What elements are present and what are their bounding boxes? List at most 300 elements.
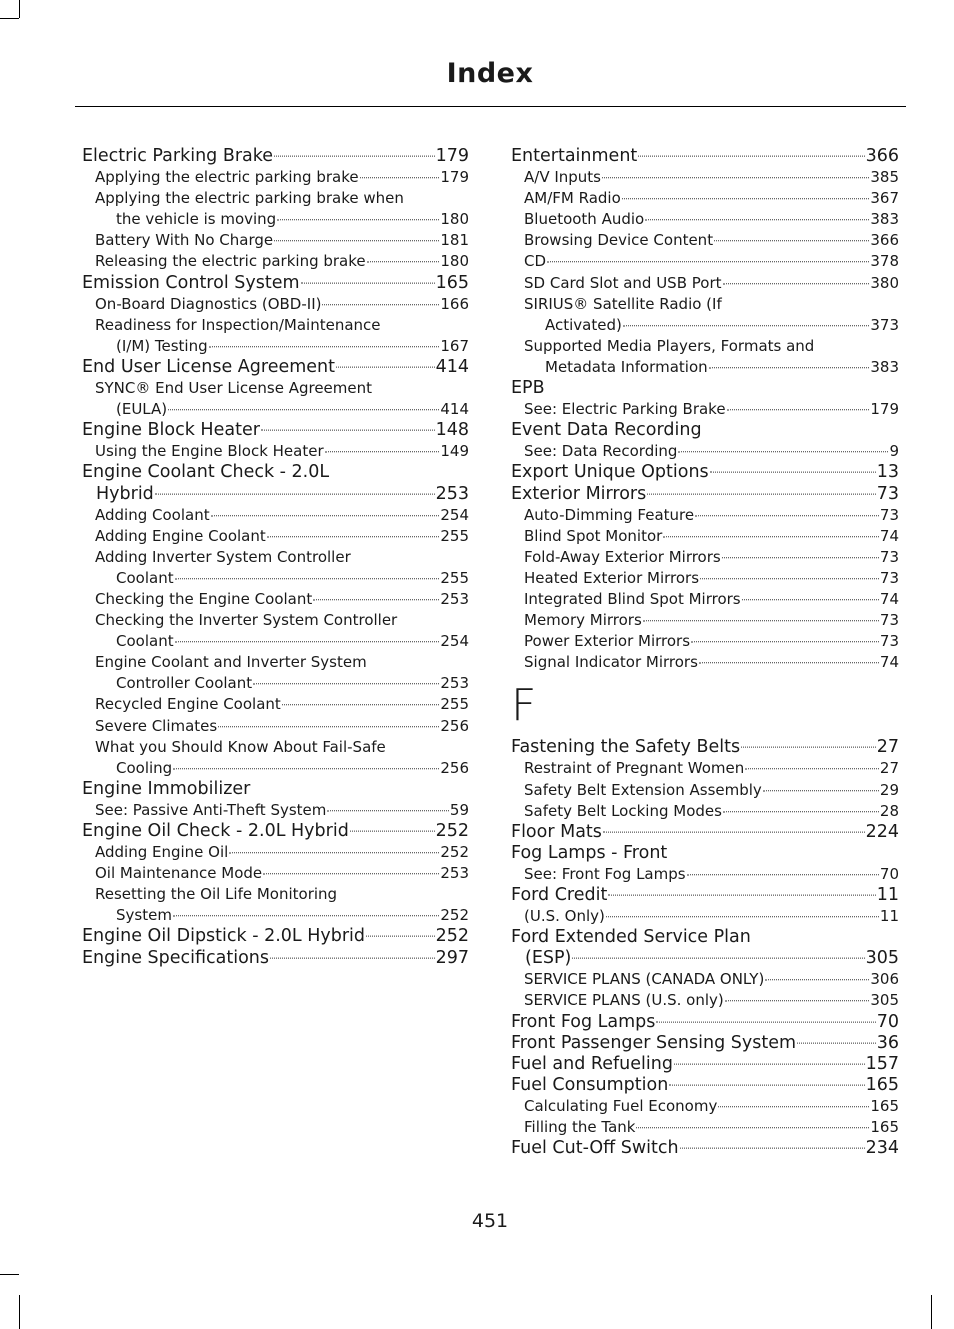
page-reference: 305: [865, 948, 899, 969]
title-rule: [75, 106, 906, 107]
dot-leader: [274, 145, 435, 157]
index-entry: [511, 1138, 899, 1159]
index-subentry: [511, 526, 899, 547]
page-reference: 297: [435, 947, 469, 968]
page-reference: 59: [449, 800, 469, 819]
dot-leader: [763, 781, 879, 791]
entry-label: Fuel Cut-Off Switch: [511, 1138, 679, 1159]
dot-leader: [741, 736, 876, 748]
entry-label: Ford Extended Service Plan: [511, 927, 751, 948]
index-subentry: [511, 251, 899, 272]
dot-leader: [173, 759, 439, 769]
dot-leader: [638, 145, 864, 157]
index-entry: [511, 948, 899, 969]
entry-label: Emission Control System: [82, 272, 300, 293]
entry-label: EPB: [511, 378, 545, 399]
index-entry: [511, 843, 899, 864]
page-reference: 157: [865, 1053, 899, 1074]
page-reference: 74: [879, 526, 899, 545]
entry-label: Metadata Information: [545, 357, 708, 376]
index-entry: [511, 927, 899, 948]
index-subentry: [511, 990, 899, 1011]
index-entry: [82, 821, 469, 842]
index-entry: [511, 420, 899, 441]
entry-label: On-Board Diagnostics (OBD-II): [95, 294, 322, 313]
page-reference: 70: [876, 1011, 899, 1032]
entry-label: Releasing the electric parking brake: [95, 252, 366, 271]
page-reference: 383: [870, 357, 899, 376]
page-reference: 305: [870, 991, 899, 1010]
index-subentry: [82, 884, 469, 905]
dot-leader: [645, 211, 869, 221]
dot-leader: [325, 443, 440, 453]
page-reference: 9: [889, 442, 899, 461]
page-reference: 74: [879, 653, 899, 672]
index-subentry: [511, 441, 899, 462]
page-reference: 73: [879, 568, 899, 587]
index-entry: [511, 1075, 899, 1096]
dot-leader: [282, 696, 440, 706]
entry-label: Adding Inverter System Controller: [95, 547, 351, 566]
dot-leader: [623, 316, 870, 326]
index-subentry: [511, 589, 899, 610]
index-entry: [511, 378, 899, 399]
index-subentry: [82, 842, 469, 863]
entry-label: Export Unique Options: [511, 462, 709, 483]
dot-leader: [725, 992, 870, 1002]
page-reference: 373: [870, 315, 899, 334]
dot-leader: [277, 211, 439, 221]
index-subentry: [82, 652, 469, 673]
index-subentry: [82, 716, 469, 737]
page-reference: 366: [870, 231, 899, 250]
dot-leader: [687, 865, 879, 875]
dot-leader: [267, 527, 440, 537]
dot-leader: [700, 569, 879, 579]
index-subentry: [82, 294, 469, 315]
page-reference: 380: [870, 273, 899, 292]
page-reference: 253: [440, 674, 469, 693]
dot-leader: [367, 253, 440, 263]
entry-label: Engine Immobilizer: [82, 778, 251, 799]
entry-label: Readiness for Inspection/Maintenance: [95, 315, 381, 334]
dot-leader: [669, 1074, 864, 1086]
entry-label: Fuel and Refueling: [511, 1053, 673, 1074]
index-subentry: [82, 631, 469, 652]
index-subentry: [82, 905, 469, 926]
entry-label: CD: [524, 252, 547, 271]
dot-leader: [622, 189, 870, 199]
index-entry: [511, 484, 899, 505]
index-subentry: [82, 315, 469, 336]
page-reference: 253: [440, 589, 469, 608]
entry-label: Using the Engine Block Heater: [95, 442, 324, 461]
page-reference: 367: [870, 189, 899, 208]
page-reference: 28: [879, 801, 899, 820]
index-entry: [82, 779, 469, 800]
dot-leader: [366, 926, 435, 938]
index-entry: [82, 357, 469, 378]
page-reference: 74: [879, 589, 899, 608]
entry-label: (U.S. Only): [524, 907, 605, 926]
entry-label: Engine Coolant Check - 2.0L: [82, 462, 330, 483]
page-reference: 11: [879, 907, 899, 926]
entry-label: Safety Belt Locking Modes: [524, 801, 722, 820]
entry-label: Blind Spot Monitor: [524, 526, 663, 545]
entry-label: A/V Inputs: [524, 168, 601, 187]
entry-label: Oil Maintenance Mode: [95, 864, 263, 883]
dot-leader: [274, 232, 439, 242]
index-subentry: [511, 336, 899, 357]
dot-leader: [270, 947, 435, 959]
dot-leader: [710, 462, 876, 474]
crop-mark: [931, 1295, 932, 1329]
page-reference: 179: [435, 146, 469, 166]
index-subentry: [511, 610, 899, 631]
index-entry: [511, 1054, 899, 1075]
entry-label: Engine Coolant and Inverter System: [95, 653, 367, 672]
crop-mark: [19, 1295, 20, 1329]
entry-label: Recycled Engine Coolant: [95, 695, 281, 714]
index-entry: [511, 822, 899, 843]
index-subentry: [511, 230, 899, 251]
index-entry: [82, 926, 469, 947]
dot-leader: [656, 1011, 875, 1023]
page-reference: 181: [440, 231, 469, 250]
entry-label: Integrated Blind Spot Mirrors: [524, 589, 741, 608]
dot-leader: [680, 1137, 865, 1149]
page-reference: 366: [865, 146, 899, 166]
index-subentry: [511, 209, 899, 230]
entry-label: Fold-Away Exterior Mirrors: [524, 547, 721, 566]
index-subentry: [511, 399, 899, 420]
entry-label: Battery With No Charge: [95, 231, 274, 250]
entry-label: See: Front Fog Lamps: [524, 864, 686, 883]
entry-label: See: Passive Anti-Theft System: [95, 800, 327, 819]
page-reference: 27: [876, 737, 899, 758]
dot-leader: [301, 272, 435, 284]
entry-label: Memory Mirrors: [524, 611, 642, 630]
dot-leader: [691, 632, 879, 642]
index-subentry: [82, 758, 469, 779]
entry-label: Ford Credit: [511, 885, 608, 905]
entry-label: SERVICE PLANS (CANADA ONLY): [524, 970, 765, 989]
dot-leader: [709, 358, 870, 368]
dot-leader: [253, 675, 439, 685]
entry-label: (EULA): [116, 400, 168, 419]
section-letter: F: [511, 680, 537, 732]
index-subentry: [82, 188, 469, 209]
entry-label: End User License Agreement: [82, 356, 335, 377]
entry-label: the vehicle is moving: [116, 210, 277, 229]
entry-label: Front Passenger Sensing System: [511, 1032, 797, 1053]
entry-label: See: Data Recording: [524, 442, 678, 461]
dot-leader: [572, 947, 864, 959]
dot-leader: [678, 443, 888, 453]
page-reference: 255: [440, 568, 469, 587]
entry-label: Engine Oil Dipstick - 2.0L Hybrid: [82, 926, 366, 947]
entry-label: Auto-Dimming Feature: [524, 505, 695, 524]
page-reference: 27: [879, 759, 899, 778]
index-subentry: [511, 780, 899, 801]
index-column-left: [82, 146, 469, 969]
dot-leader: [175, 569, 440, 579]
page-reference: 252: [435, 821, 469, 841]
dot-leader: [663, 527, 879, 537]
dot-leader: [602, 168, 869, 178]
page-reference: 13: [876, 462, 899, 483]
index-entry: [82, 146, 469, 167]
entry-label: Severe Climates: [95, 716, 218, 735]
page-reference: 383: [870, 210, 899, 229]
index-subentry: [511, 568, 899, 589]
index-subentry: [511, 801, 899, 822]
dot-leader: [727, 400, 870, 410]
index-subentry: [82, 526, 469, 547]
page-number: 451: [471, 1210, 509, 1232]
entry-label: Signal Indicator Mirrors: [524, 653, 698, 672]
index-subentry: [82, 589, 469, 610]
dot-leader: [336, 356, 435, 368]
page-reference: 180: [440, 252, 469, 271]
dot-leader: [647, 483, 875, 495]
entry-label: SD Card Slot and USB Port: [524, 273, 722, 292]
index-subentry: [82, 673, 469, 694]
index-subentry: [511, 1096, 899, 1117]
dot-leader: [218, 717, 439, 727]
page-reference: 414: [435, 356, 469, 377]
entry-label: Checking the Engine Coolant: [95, 589, 313, 608]
entry-label: Electric Parking Brake: [82, 146, 274, 166]
entry-label: (ESP): [525, 948, 572, 969]
index-subentry: [82, 399, 469, 420]
page-reference: 414: [440, 400, 469, 419]
dot-leader: [695, 506, 879, 516]
entry-label: Fastening the Safety Belts: [511, 737, 741, 758]
index-entry: [511, 1012, 899, 1033]
index-entry: [82, 484, 469, 505]
index-subentry: [82, 505, 469, 526]
index-subentry: [82, 694, 469, 715]
page-title: Index: [446, 58, 534, 89]
index-subentry: [82, 230, 469, 251]
dot-leader: [606, 907, 879, 917]
index-subentry: [511, 969, 899, 990]
page-reference: 165: [865, 1074, 899, 1095]
entry-label: Checking the Inverter System Controller: [95, 611, 398, 630]
entry-label: Bluetooth Audio: [524, 210, 645, 229]
entry-label: Controller Coolant: [116, 674, 253, 693]
page-reference: 385: [870, 168, 899, 187]
page-reference: 148: [435, 420, 469, 441]
entry-label: Safety Belt Extension Assembly: [524, 780, 762, 799]
index-subentry: [511, 631, 899, 652]
page-reference: 36: [876, 1032, 899, 1053]
dot-leader: [168, 400, 439, 410]
dot-leader: [261, 419, 435, 431]
index-subentry: [82, 378, 469, 399]
entry-label: Heated Exterior Mirrors: [524, 568, 700, 587]
dot-leader: [723, 802, 879, 812]
dot-leader: [797, 1032, 876, 1044]
index-entry: [82, 462, 469, 483]
dot-leader: [742, 590, 879, 600]
page-reference: 255: [440, 695, 469, 714]
page-reference: 253: [440, 864, 469, 883]
page-reference: 73: [876, 483, 899, 504]
crop-mark: [0, 1274, 19, 1275]
dot-leader: [714, 232, 869, 242]
page-reference: 234: [865, 1138, 899, 1159]
page-reference: 224: [865, 821, 899, 842]
index-subentry: [511, 357, 899, 378]
page-reference: 70: [879, 864, 899, 883]
index-entry: [82, 948, 469, 969]
entry-label: Hybrid: [96, 483, 154, 504]
page-reference: 306: [870, 970, 899, 989]
index-subentry: [511, 906, 899, 927]
dot-leader: [175, 632, 440, 642]
entry-label: Entertainment: [511, 146, 638, 166]
page-reference: 254: [440, 505, 469, 524]
page-reference: 165: [870, 1118, 899, 1137]
dot-leader: [547, 253, 869, 263]
entry-label: Filling the Tank: [524, 1118, 636, 1137]
entry-label: Browsing Device Content: [524, 231, 714, 250]
index-subentry: [82, 863, 469, 884]
dot-leader: [636, 1118, 869, 1128]
entry-label: Engine Block Heater: [82, 420, 260, 441]
dot-leader: [722, 548, 879, 558]
index-subentry: [82, 441, 469, 462]
page-reference: 252: [435, 926, 469, 947]
entry-label: Floor Mats: [511, 821, 602, 842]
dot-leader: [745, 760, 879, 770]
page-reference: 256: [440, 758, 469, 777]
index-entry: [511, 737, 899, 758]
index-subentry: [82, 547, 469, 568]
index-entry: [82, 420, 469, 441]
entry-label: Front Fog Lamps: [511, 1011, 656, 1032]
index-subentry: [82, 167, 469, 188]
page-reference: 256: [440, 716, 469, 735]
page-reference: 73: [879, 611, 899, 630]
index-subentry: [82, 610, 469, 631]
dot-leader: [608, 884, 875, 896]
page-reference: 73: [879, 505, 899, 524]
page-reference: 73: [879, 632, 899, 651]
page-reference: 167: [440, 336, 469, 355]
dot-leader: [173, 907, 439, 917]
entry-label: Calculating Fuel Economy: [524, 1096, 718, 1115]
index-subentry: [511, 188, 899, 209]
dot-leader: [603, 821, 865, 833]
page-reference: 252: [440, 843, 469, 862]
index-subentry: [511, 505, 899, 526]
entry-label: System: [116, 906, 172, 925]
entry-label: Applying the electric parking brake when: [95, 189, 404, 208]
entry-label: SYNC® End User License Agreement: [95, 379, 373, 398]
entry-label: Fog Lamps - Front: [511, 842, 668, 863]
page-reference: 165: [870, 1096, 899, 1115]
index-subentry: [511, 167, 899, 188]
index-entry: [511, 146, 899, 167]
entry-label: AM/FM Radio: [524, 189, 621, 208]
dot-leader: [718, 1097, 869, 1107]
index-entry: [511, 462, 899, 483]
dot-leader: [155, 483, 435, 495]
dot-leader: [699, 654, 879, 664]
dot-leader: [313, 590, 439, 600]
entry-label: Exterior Mirrors: [511, 483, 647, 504]
entry-label: SIRIUS® Satellite Radio (If: [524, 294, 722, 313]
entry-label: Adding Coolant: [95, 505, 210, 524]
entry-label: SERVICE PLANS (U.S. only): [524, 991, 724, 1010]
page-reference: 165: [435, 272, 469, 293]
page-reference: 252: [440, 906, 469, 925]
dot-leader: [360, 168, 440, 178]
index-entry: [82, 273, 469, 294]
index-entry: [511, 885, 899, 906]
index-subentry: [82, 737, 469, 758]
entry-label: Power Exterior Mirrors: [524, 632, 691, 651]
dot-leader: [350, 820, 435, 832]
index-subentry: [82, 209, 469, 230]
page-reference: 180: [440, 210, 469, 229]
entry-label: Coolant: [116, 568, 174, 587]
entry-label: Activated): [545, 315, 622, 334]
dot-leader: [674, 1053, 865, 1065]
entry-label: Adding Engine Oil: [95, 843, 229, 862]
page-reference: 378: [870, 252, 899, 271]
index-subentry: [511, 652, 899, 673]
entry-label: Cooling: [116, 758, 173, 777]
entry-label: Engine Specifications: [82, 947, 270, 968]
page-reference: 29: [879, 780, 899, 799]
index-subentry: [511, 273, 899, 294]
index-entry: [511, 1033, 899, 1054]
entry-label: Restraint of Pregnant Women: [524, 759, 745, 778]
entry-label: (I/M) Testing: [116, 336, 208, 355]
page-reference: 166: [440, 294, 469, 313]
page-reference: 254: [440, 632, 469, 651]
dot-leader: [322, 295, 439, 305]
entry-label: What you Should Know About Fail-Safe: [95, 737, 386, 756]
entry-label: Supported Media Players, Formats and: [524, 336, 815, 355]
index-subentry: [82, 251, 469, 272]
page-reference: 253: [435, 483, 469, 504]
index-subentry: [511, 1117, 899, 1138]
dot-leader: [229, 843, 439, 853]
page-reference: 255: [440, 526, 469, 545]
dot-leader: [327, 801, 449, 811]
crop-mark: [19, 0, 20, 18]
dot-leader: [211, 506, 440, 516]
entry-label: Fuel Consumption: [511, 1074, 669, 1095]
entry-label: Resetting the Oil Life Monitoring: [95, 885, 338, 904]
page-reference: 149: [440, 442, 469, 461]
index-subentry: [511, 547, 899, 568]
index-subentry: [82, 568, 469, 589]
index-subentry: [82, 336, 469, 357]
entry-label: Applying the electric parking brake: [95, 168, 359, 187]
entry-label: Coolant: [116, 632, 174, 651]
entry-label: See: Electric Parking Brake: [524, 400, 726, 419]
index-subentry: [511, 864, 899, 885]
entry-label: Event Data Recording: [511, 420, 702, 441]
dot-leader: [209, 337, 440, 347]
entry-label: Adding Engine Coolant: [95, 526, 266, 545]
